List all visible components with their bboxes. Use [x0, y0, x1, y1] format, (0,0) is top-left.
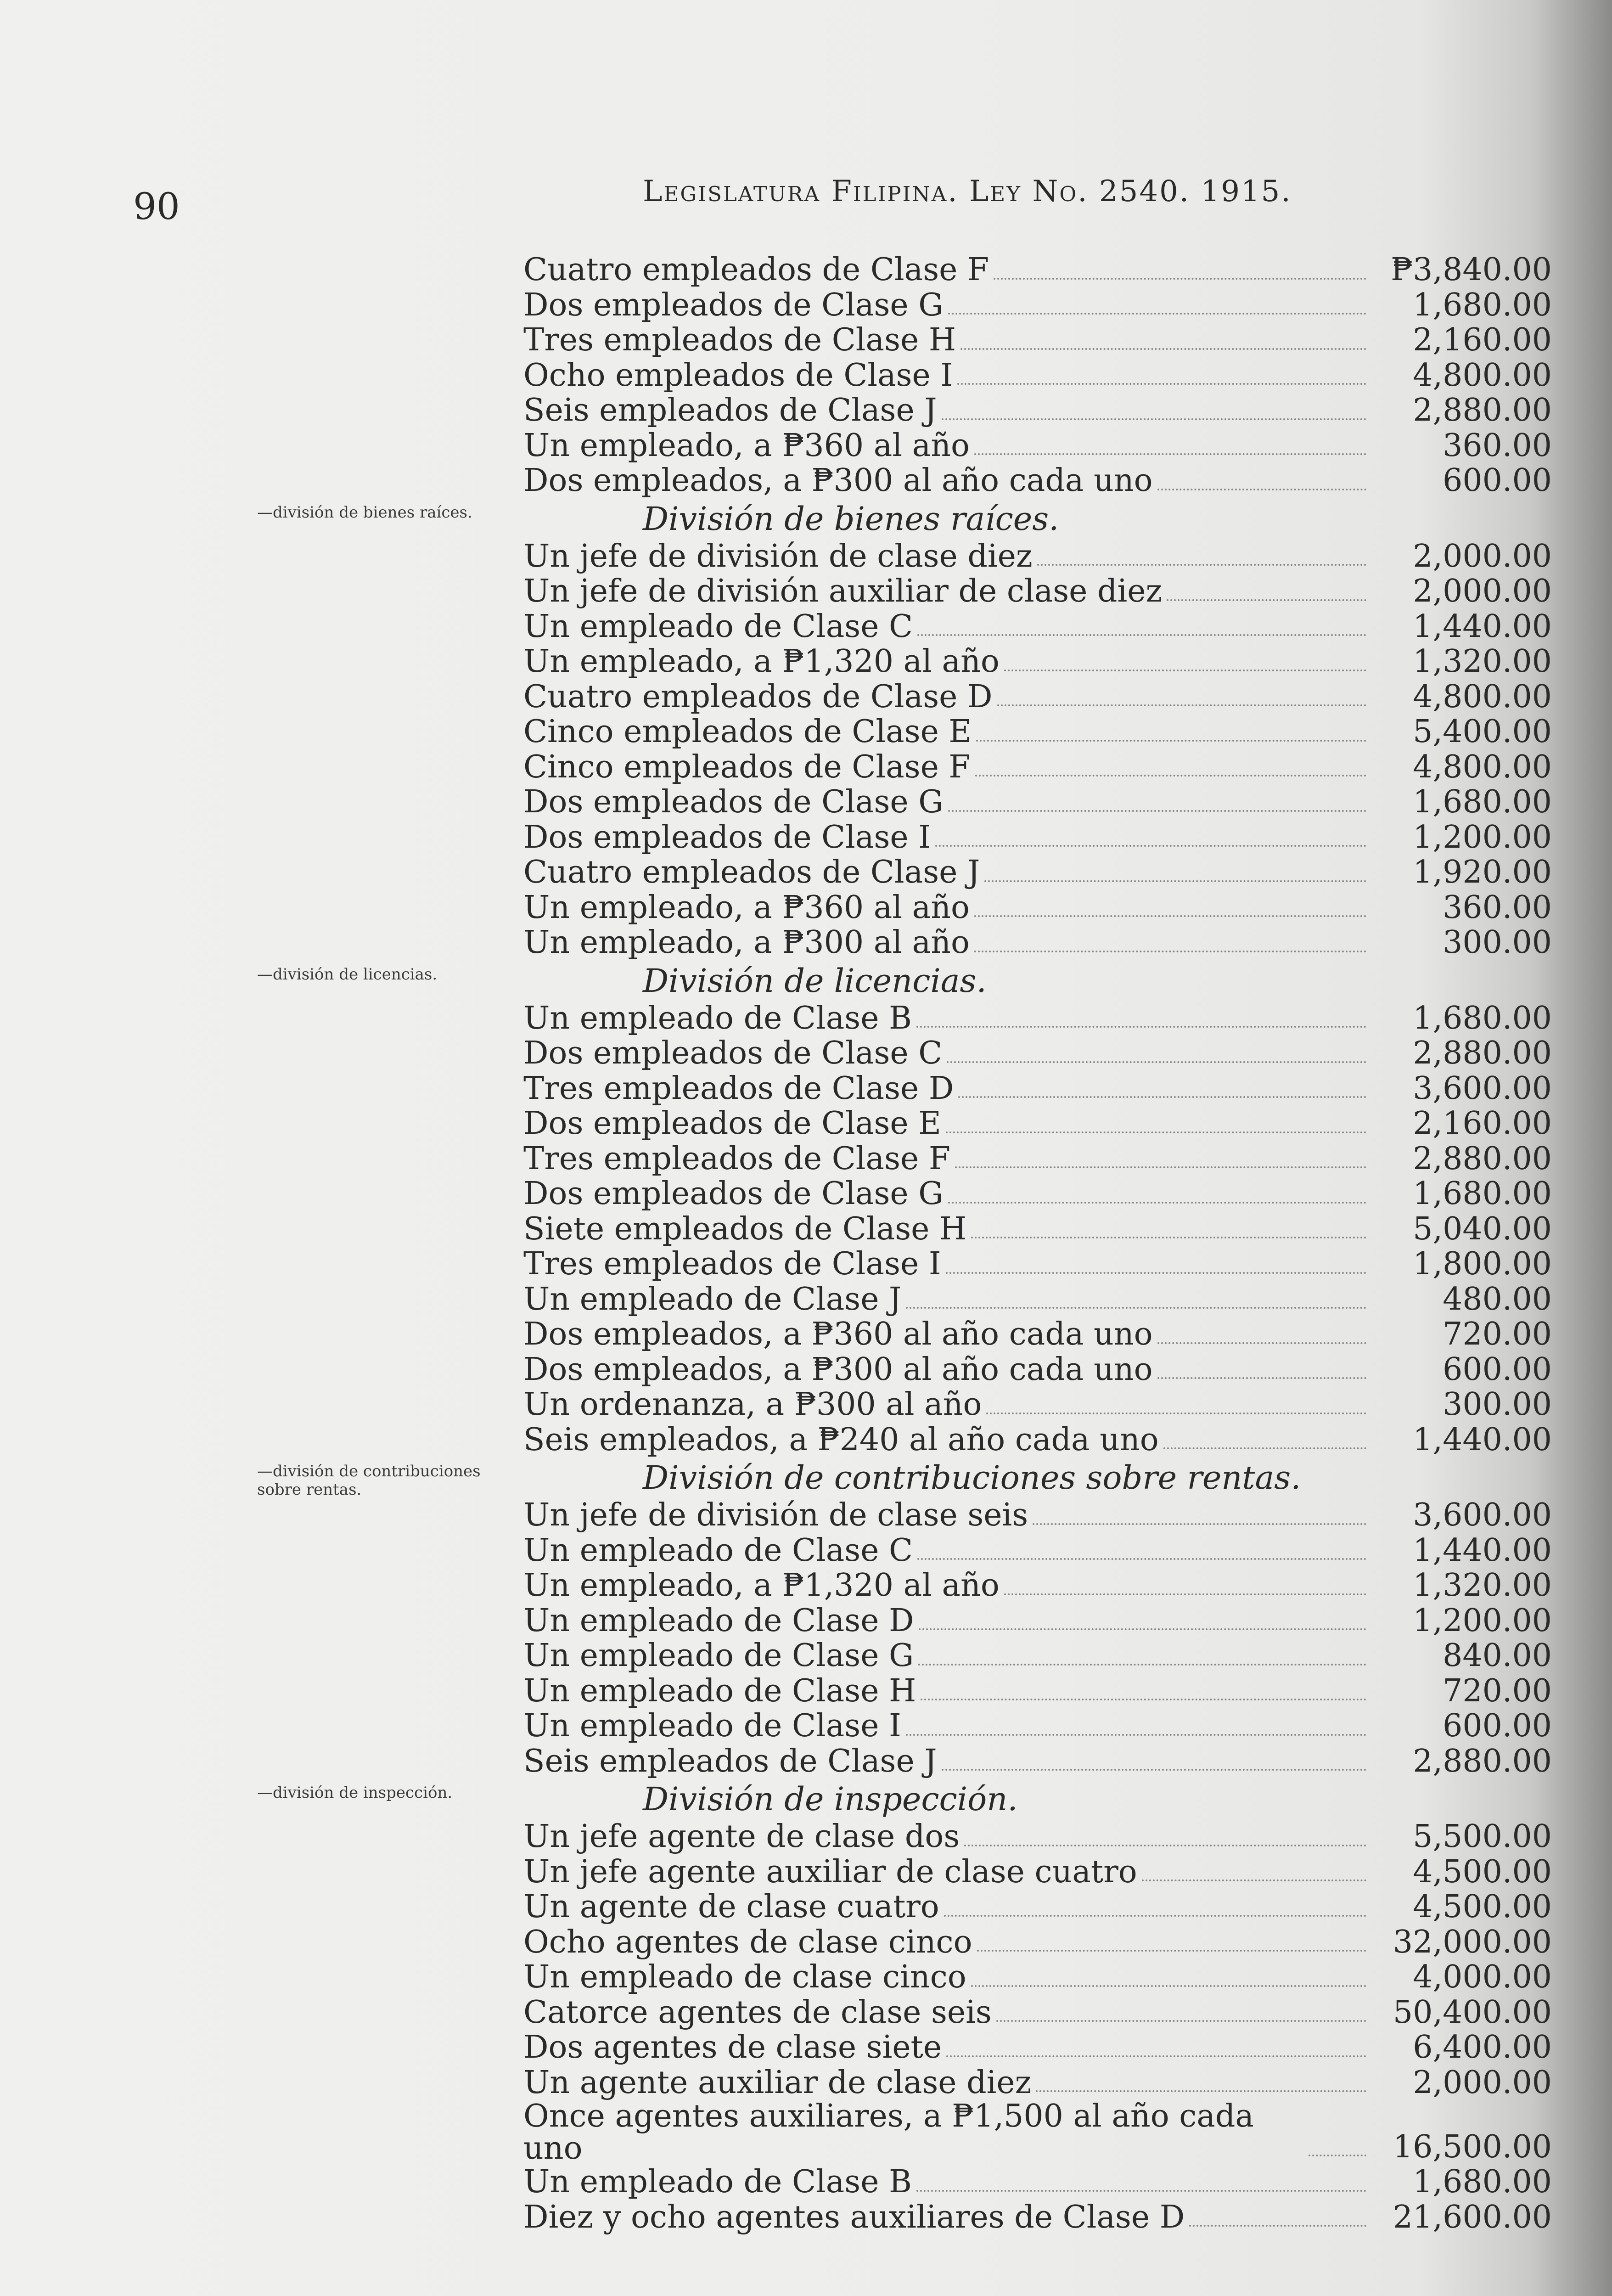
line-item [523, 539, 1552, 574]
line-item [523, 2200, 1552, 2235]
dot-leader [974, 453, 1366, 455]
line-item-amount: 1,440.00 [1413, 1532, 1552, 1569]
line-item-amount: 720.00 [1443, 1316, 1552, 1352]
line-item-amount: 1,320.00 [1413, 643, 1552, 680]
line-item [523, 1604, 1552, 1639]
line-item-description: Un agente auxiliar de clase diez [523, 2064, 1032, 2101]
line-item-amount: 16,500.00 [1393, 2128, 1552, 2165]
dot-leader [958, 1096, 1366, 1098]
line-item-description: Tres empleados de Clase I [523, 1246, 941, 1282]
line-item-amount: 360.00 [1443, 889, 1552, 926]
line-item [523, 925, 1552, 961]
line-item-description: Seis empleados, a ₱240 al año cada uno [523, 1421, 1159, 1458]
dot-leader [919, 1628, 1366, 1630]
line-item [523, 855, 1552, 890]
line-item-amount: 600.00 [1443, 462, 1552, 499]
dot-leader [917, 1558, 1366, 1560]
dot-leader [986, 1412, 1366, 1414]
appropriation-list [523, 253, 1552, 2235]
dot-leader [1004, 670, 1366, 671]
line-item-amount: ₱3,840.00 [1391, 252, 1552, 288]
line-item-description: Un empleado, a ₱360 al año [523, 889, 970, 926]
line-item-amount: 1,200.00 [1413, 819, 1552, 855]
dot-leader [942, 418, 1366, 420]
dot-leader [971, 1237, 1366, 1238]
dot-leader [1036, 2090, 1366, 2092]
line-item-amount: 2,880.00 [1413, 1035, 1552, 1071]
line-item-description: Dos empleados, a ₱360 al año cada uno [523, 1316, 1153, 1352]
line-item [523, 1890, 1552, 1925]
dot-leader [1004, 1593, 1366, 1595]
line-item-amount: 1,680.00 [1413, 1000, 1552, 1036]
line-item [523, 785, 1552, 820]
line-item-amount: 300.00 [1443, 924, 1552, 961]
line-item-amount: 1,440.00 [1413, 1421, 1552, 1458]
line-item-amount: 4,000.00 [1413, 1959, 1552, 1995]
line-item-amount: 5,400.00 [1413, 714, 1552, 750]
line-item-description: Dos empleados, a ₱300 al año cada uno [523, 462, 1153, 499]
line-item [523, 1106, 1552, 1142]
line-item [523, 393, 1552, 428]
line-item [523, 1498, 1552, 1533]
line-item [523, 428, 1552, 464]
line-item [523, 1995, 1552, 2031]
line-item-amount: 5,500.00 [1413, 1818, 1552, 1855]
line-item [523, 1533, 1552, 1569]
dot-leader [906, 1734, 1366, 1736]
line-item-description: Un empleado de clase cinco [523, 1959, 966, 1995]
dot-leader [964, 1845, 1366, 1846]
margin-note: —división de contribuciones sobre rentas. [257, 1462, 481, 1499]
line-item-amount: 600.00 [1443, 1351, 1552, 1388]
line-item [523, 750, 1552, 785]
line-item [523, 1212, 1552, 1247]
dot-leader [984, 880, 1366, 882]
line-item [523, 890, 1552, 926]
line-item-description: Un ordenanza, a ₱300 al año [523, 1386, 982, 1423]
line-item-description: Cuatro empleados de Clase D [523, 678, 993, 715]
line-item-amount: 5,040.00 [1413, 1210, 1552, 1247]
line-item [523, 2165, 1552, 2200]
line-item-description: Ocho agentes de clase cinco [523, 1924, 972, 1960]
line-item [523, 1317, 1552, 1352]
page-number: 90 [133, 185, 180, 228]
dot-leader [921, 1699, 1366, 1700]
line-item-description: Un empleado de Clase G [523, 1638, 914, 1674]
line-item [523, 1387, 1552, 1423]
line-item [523, 1638, 1552, 1674]
section-title: División de inspección. [643, 1780, 1018, 1818]
line-item-description: Un empleado, a ₱360 al año [523, 427, 970, 464]
line-item-amount: 1,680.00 [1413, 1176, 1552, 1212]
line-item-description: Un empleado, a ₱300 al año [523, 924, 970, 961]
line-item-amount: 1,440.00 [1413, 608, 1552, 645]
dot-leader [1157, 1377, 1366, 1379]
line-item-amount: 2,880.00 [1413, 1743, 1552, 1779]
dot-leader [1037, 564, 1366, 566]
line-item-amount: 4,800.00 [1413, 748, 1552, 785]
line-item-description: Seis empleados de Clase J [523, 1743, 937, 1779]
line-item-amount: 480.00 [1443, 1281, 1552, 1317]
line-item [523, 1423, 1552, 1458]
line-item-description: Tres empleados de Clase H [523, 322, 956, 358]
dot-leader [1033, 1523, 1366, 1525]
dot-leader [948, 313, 1366, 315]
line-item-description: Un jefe de división auxiliar de clase diez [523, 573, 1163, 609]
margin-note: —división de bienes raíces. [257, 503, 472, 522]
dot-leader [955, 1166, 1366, 1168]
dot-leader [947, 1061, 1366, 1063]
line-item-description: Dos empleados de Clase I [523, 819, 931, 855]
line-item-description: Cuatro empleados de Clase F [523, 252, 989, 288]
dot-leader [1157, 489, 1366, 490]
line-item-amount: 2,880.00 [1413, 392, 1552, 428]
section-title: División de bienes raíces. [643, 500, 1059, 538]
line-item [523, 644, 1552, 680]
line-item-description: Dos agentes de clase siete [523, 2029, 942, 2065]
dot-leader [1142, 1880, 1366, 1881]
line-item-description: Un empleado de Clase I [523, 1708, 901, 1744]
line-item-amount: 4,500.00 [1413, 1889, 1552, 1925]
line-item-amount: 360.00 [1443, 427, 1552, 464]
line-item-amount: 600.00 [1443, 1708, 1552, 1744]
line-item-amount: 2,880.00 [1413, 1140, 1552, 1177]
line-item-amount: 2,160.00 [1413, 322, 1552, 358]
line-item [523, 358, 1552, 394]
line-item-description: Un empleado de Clase B [523, 2164, 912, 2200]
line-item [523, 1071, 1552, 1107]
line-item [523, 1352, 1552, 1388]
line-item-amount: 1,680.00 [1413, 784, 1552, 820]
dot-leader [974, 951, 1366, 952]
line-item-description: Dos empleados, a ₱300 al año cada uno [523, 1351, 1153, 1388]
dot-leader [996, 2020, 1366, 2022]
line-item-amount: 300.00 [1443, 1386, 1552, 1423]
line-item [523, 323, 1552, 358]
line-item [523, 1142, 1552, 1177]
margin-note: —división de licencias. [257, 965, 438, 984]
line-item [523, 463, 1552, 499]
dot-leader [971, 1985, 1366, 1987]
line-item-amount: 4,800.00 [1413, 357, 1552, 394]
line-item-amount: 4,500.00 [1413, 1853, 1552, 1890]
line-item-amount: 32,000.00 [1393, 1924, 1552, 1960]
line-item-amount: 840.00 [1443, 1638, 1552, 1674]
line-item-description: Ocho empleados de Clase I [523, 357, 953, 394]
line-item-description: Seis empleados de Clase J [523, 392, 937, 428]
dot-leader [916, 1026, 1366, 1028]
line-item-description: Un empleado de Clase C [523, 1532, 913, 1569]
line-item [523, 715, 1552, 750]
line-item-amount: 4,800.00 [1413, 678, 1552, 715]
line-item [523, 1001, 1552, 1036]
running-head: Legislatura Filipina. Ley No. 2540. 1915. [643, 174, 1292, 208]
line-item [523, 1744, 1552, 1779]
dot-leader [1157, 1342, 1366, 1344]
line-item-description: Un empleado de Clase C [523, 608, 913, 645]
line-item-description: Un jefe agente de clase dos [523, 1818, 960, 1855]
line-item-description: Diez y ocho agentes auxiliares de Clase D [523, 2199, 1185, 2235]
line-item [523, 1960, 1552, 1995]
line-item [523, 2100, 1552, 2165]
line-item [523, 1709, 1552, 1744]
line-item-description: Un empleado de Clase B [523, 1000, 912, 1036]
line-item [523, 1247, 1552, 1282]
line-item-amount: 21,600.00 [1393, 2199, 1552, 2235]
dot-leader [977, 1950, 1366, 1952]
dot-leader [946, 1272, 1366, 1274]
line-item-amount: 1,920.00 [1413, 854, 1552, 890]
line-item-amount: 6,400.00 [1413, 2029, 1552, 2065]
dot-leader [1163, 1447, 1366, 1449]
line-item-amount: 2,160.00 [1413, 1105, 1552, 1142]
line-item-amount: 1,680.00 [1413, 287, 1552, 323]
dot-leader [1167, 599, 1366, 601]
dot-leader [946, 1131, 1366, 1133]
line-item [523, 1855, 1552, 1890]
line-item-amount: 2,000.00 [1413, 573, 1552, 609]
line-item-description: Dos empleados de Clase G [523, 1176, 944, 1212]
line-item [523, 1568, 1552, 1604]
dot-leader [1189, 2225, 1366, 2227]
line-item-amount: 1,680.00 [1413, 2164, 1552, 2200]
section-title: División de contribuciones sobre rentas. [643, 1459, 1301, 1497]
dot-leader [994, 278, 1366, 280]
line-item [523, 609, 1552, 645]
section-title: División de licencias. [643, 962, 987, 1000]
line-item-amount: 1,200.00 [1413, 1602, 1552, 1639]
line-item-description: Un agente de clase cuatro [523, 1889, 939, 1925]
line-item-amount: 1,800.00 [1413, 1246, 1552, 1282]
line-item [523, 2030, 1552, 2065]
dot-leader [944, 1915, 1366, 1917]
line-item-description: Un jefe de división de clase diez [523, 538, 1033, 574]
line-item-description: Un empleado de Clase D [523, 1602, 914, 1639]
line-item-amount: 720.00 [1443, 1672, 1552, 1709]
line-item [523, 574, 1552, 609]
dot-leader [935, 845, 1366, 847]
line-item-amount: 1,320.00 [1413, 1567, 1552, 1604]
line-item [523, 820, 1552, 855]
line-item-description: Cuatro empleados de Clase J [523, 854, 980, 890]
line-item [523, 1925, 1552, 1960]
line-item [523, 253, 1552, 288]
line-item-description: Un jefe agente auxiliar de clase cuatro [523, 1853, 1137, 1890]
dot-leader [917, 634, 1366, 636]
dot-leader [918, 1664, 1366, 1666]
dot-leader [948, 810, 1366, 812]
dot-leader [975, 775, 1366, 777]
line-item-description: Dos empleados de Clase C [523, 1035, 943, 1071]
dot-leader [906, 1307, 1366, 1309]
line-item-description: Dos empleados de Clase G [523, 784, 944, 820]
line-item [523, 680, 1552, 715]
dot-leader [974, 915, 1366, 917]
line-item-description: Catorce agentes de clase seis [523, 1994, 992, 2031]
line-item-amount: 3,600.00 [1413, 1070, 1552, 1107]
line-item-description: Un empleado de Clase J [523, 1281, 902, 1317]
line-item-description: Un empleado de Clase H [523, 1672, 916, 1709]
line-item-description: Cinco empleados de Clase E [523, 714, 972, 750]
line-item [523, 1282, 1552, 1317]
line-item [523, 1176, 1552, 1212]
line-item-description: Siete empleados de Clase H [523, 1210, 967, 1247]
line-item-amount: 2,000.00 [1413, 538, 1552, 574]
line-item-description: Cinco empleados de Clase F [523, 748, 971, 785]
line-item-amount: 50,400.00 [1393, 1994, 1552, 2031]
dot-leader [1309, 2155, 1366, 2156]
line-item [523, 1674, 1552, 1709]
margin-note: —división de inspección. [257, 1784, 453, 1802]
line-item-description: Once agentes auxiliares, a ₱1,500 al año cada uno [523, 2098, 1254, 2167]
dot-leader [997, 704, 1367, 706]
line-item [523, 1036, 1552, 1071]
line-item [523, 2065, 1552, 2101]
dot-leader [946, 2055, 1366, 2057]
line-item-description: Tres empleados de Clase D [523, 1070, 954, 1107]
dot-leader [948, 1202, 1366, 1204]
line-item-description: Dos empleados de Clase G [523, 287, 944, 323]
dot-leader [960, 348, 1366, 350]
line-item-description: Dos empleados de Clase E [523, 1105, 941, 1142]
line-item-description: Un jefe de división de clase seis [523, 1497, 1028, 1533]
line-item-amount: 2,000.00 [1413, 2064, 1552, 2101]
dot-leader [976, 740, 1366, 742]
line-item-amount: 3,600.00 [1413, 1497, 1552, 1533]
dot-leader [916, 2190, 1366, 2192]
line-item-description: Tres empleados de Clase F [523, 1140, 951, 1177]
dot-leader [942, 1769, 1366, 1771]
line-item-description: Un empleado, a ₱1,320 al año [523, 643, 1000, 680]
line-item-description: Un empleado, a ₱1,320 al año [523, 1567, 1000, 1604]
line-item [523, 1819, 1552, 1855]
dot-leader [957, 383, 1366, 385]
line-item [523, 288, 1552, 323]
